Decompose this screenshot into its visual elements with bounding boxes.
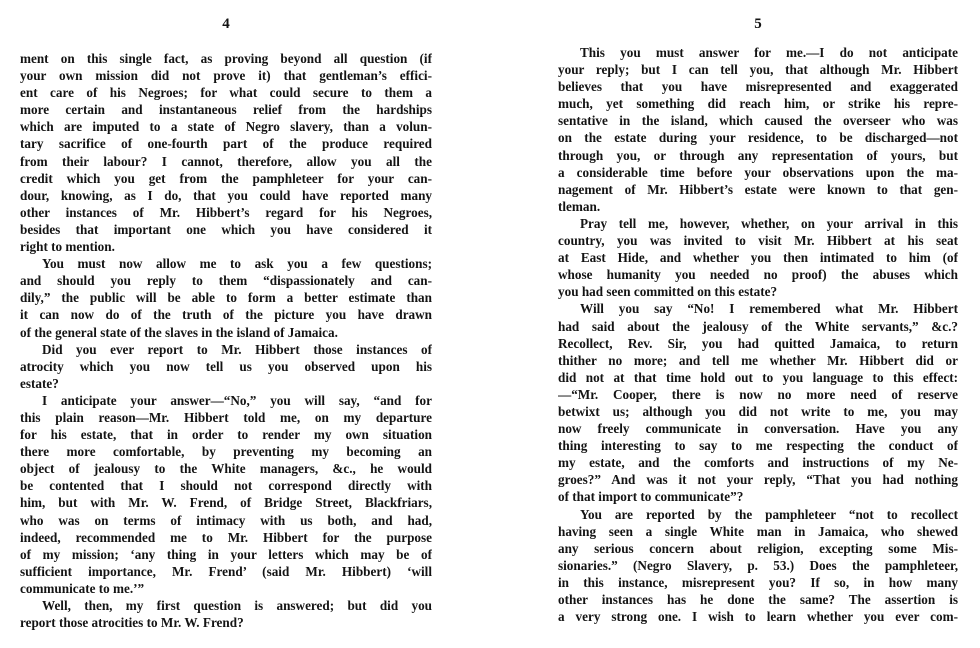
text-line: nagement of Mr. Hibbert’s estate were known to that gen- bbox=[558, 181, 958, 197]
text-line: Well, then, my first question is answered; but did you bbox=[42, 598, 432, 613]
text-line: whose humanity you needed no proof) the abuses which bbox=[558, 267, 958, 283]
text-line: indeed, recommended me to Mr. Hibbert for the purpose bbox=[20, 529, 432, 545]
text-line: it can now do of the truth of the picture you have drawn bbox=[20, 307, 432, 323]
text-line: groes?” And was it not your reply, “That you had nothing bbox=[558, 472, 958, 488]
text-line: from their labour? I cannot, therefore, allow you all the bbox=[20, 153, 432, 169]
text-line: a very strong one. I wish to learn whether you ever com- bbox=[558, 609, 958, 625]
text-line: You must now allow me to ask you a few questions; bbox=[42, 256, 432, 272]
text-line: any serious concern about religion, excepting some Mis- bbox=[558, 540, 958, 556]
text-line: object of jealousy to the White managers, &c., he would bbox=[20, 461, 432, 477]
text-line: dour, knowing, as I do, that you could have reported many bbox=[20, 187, 432, 203]
text-line: having seen a single White man in Jamaica, who shewed bbox=[558, 523, 958, 539]
text-line: sufficient importance, Mr. Frend’ (said Mr. Hibbert) ‘will bbox=[20, 563, 432, 579]
text-line: at East Hide, and whether you then intimated to him (of bbox=[558, 250, 958, 266]
text-line: This you must answer for me.—I do not anticipate bbox=[580, 45, 958, 60]
text-line: thither no more; and tell me whether Mr. Hibbert did or bbox=[558, 352, 958, 368]
text-line: more certain and instantaneous relief from the hardships bbox=[20, 102, 432, 118]
text-line: much, yet something did reach him, or strike his repre- bbox=[558, 96, 958, 112]
text-line: for his estate, that in order to render my own situation bbox=[20, 427, 432, 443]
text-line: ment on this single fact, as proving beyond all question (if bbox=[20, 51, 432, 66]
left-page-number: 4 bbox=[222, 16, 230, 32]
text-line: which are imputed to a state of Negro slavery, than a volun- bbox=[20, 119, 432, 135]
text-line: Recollect, Rev. Sir, you had quitted Jamaica, to return bbox=[558, 335, 958, 351]
right-page-text bbox=[558, 44, 958, 625]
text-line: other instances of Mr. Hibbert’s regard for his Negroes, bbox=[20, 204, 432, 220]
text-line: dily,” the public will be able to form a better estimate than bbox=[20, 290, 432, 306]
text-line: sionaries.” (Negro Slavery, p. 53.) Does the pamphleteer, bbox=[558, 557, 958, 573]
text-line: had said about the jealousy of the White servants,” &c.? bbox=[558, 318, 958, 334]
text-line: ent care of his Negroes; for what could secure to them a bbox=[20, 85, 432, 101]
text-line: right to mention. bbox=[20, 239, 115, 255]
text-line: Did you ever report to Mr. Hibbert those instances of bbox=[42, 341, 432, 357]
text-line: this plain reason—Mr. Hibbert told me, on my departure bbox=[20, 409, 432, 425]
text-line: betwixt us; although you did not write to me, you may bbox=[558, 403, 958, 419]
text-line: now freely communicate in conversation. Have you any bbox=[558, 421, 958, 437]
text-line: other instances has he done the same? The assertion is bbox=[558, 592, 958, 607]
text-line: Will you say “No! I remembered what Mr. Hibbert bbox=[580, 301, 958, 317]
text-line: thing interesting to say to me respecting the conduct of bbox=[558, 438, 958, 454]
text-line: communicate to me.’” bbox=[20, 580, 145, 596]
text-line: report those atrocities to Mr. W. Frend? bbox=[20, 615, 244, 631]
text-line: him, but with Mr. W. Frend, of Bridge Street, Blackfriars, bbox=[20, 495, 432, 511]
text-line: be contented that I should not correspond directly with bbox=[20, 478, 432, 494]
text-line: tleman. bbox=[558, 198, 601, 214]
right-page bbox=[558, 0, 958, 648]
text-line: a considerable time before your observations upon the ma- bbox=[558, 164, 958, 180]
text-line: estate? bbox=[20, 375, 59, 391]
text-line: believes that you have misrepresented and exaggerated bbox=[558, 79, 958, 95]
text-line: on the estate during your residence, to be discharged—not bbox=[558, 130, 958, 146]
text-line: sentative in the island, which caused the overseer who was bbox=[558, 113, 958, 129]
text-line: —“Mr. Cooper, there is now no more need of reserve bbox=[558, 386, 958, 402]
text-line: in this instance, misrepresent you? If so, in how many bbox=[558, 574, 958, 590]
text-line: of my mission; ‘any thing in your letters which may be of bbox=[20, 546, 432, 562]
text-line: country, you was invited to visit Mr. Hibbert at his seat bbox=[558, 233, 958, 249]
text-line: who was on terms of intimacy with us both, and had, bbox=[20, 512, 432, 528]
text-line: through you, or through any representation of yours, but bbox=[558, 147, 958, 163]
left-page bbox=[20, 0, 432, 648]
text-line: you had seen committed on this estate? bbox=[558, 284, 778, 300]
text-line: credit which you get from the pamphleteer for your can- bbox=[20, 170, 432, 186]
right-page-number: 5 bbox=[754, 16, 762, 32]
text-line: I anticipate your answer—“No,” you will say, “and for bbox=[42, 392, 432, 408]
text-line: Pray tell me, however, whether, on your arrival in this bbox=[580, 215, 958, 231]
text-line: there more comfortable, by preventing my becoming an bbox=[20, 444, 432, 460]
left-page-text bbox=[20, 50, 432, 631]
text-line: tary sacrifice of one-fourth part of the produce required bbox=[20, 136, 432, 152]
text-line: your reply; but I can tell you, that although Mr. Hibbert bbox=[558, 62, 958, 78]
text-line: of the general state of the slaves in the island of Jamaica. bbox=[20, 324, 338, 340]
text-line: atrocity which you now tell us you observed upon his bbox=[20, 358, 432, 374]
text-line: and should you reply to them “dispassionately and can- bbox=[20, 273, 432, 289]
text-line: did not at that time hold out to you language to this effect: bbox=[558, 369, 958, 385]
text-line: your own mission did not prove it) that gentleman’s effici- bbox=[20, 68, 432, 84]
text-line: You are reported by the pamphleteer “not to recollect bbox=[580, 506, 958, 522]
text-line: besides that important one which you have considered it bbox=[20, 221, 432, 237]
text-line: of that import to communicate”? bbox=[558, 489, 744, 505]
text-line: my estate, and the comforts and instructions of my Ne- bbox=[558, 455, 958, 471]
